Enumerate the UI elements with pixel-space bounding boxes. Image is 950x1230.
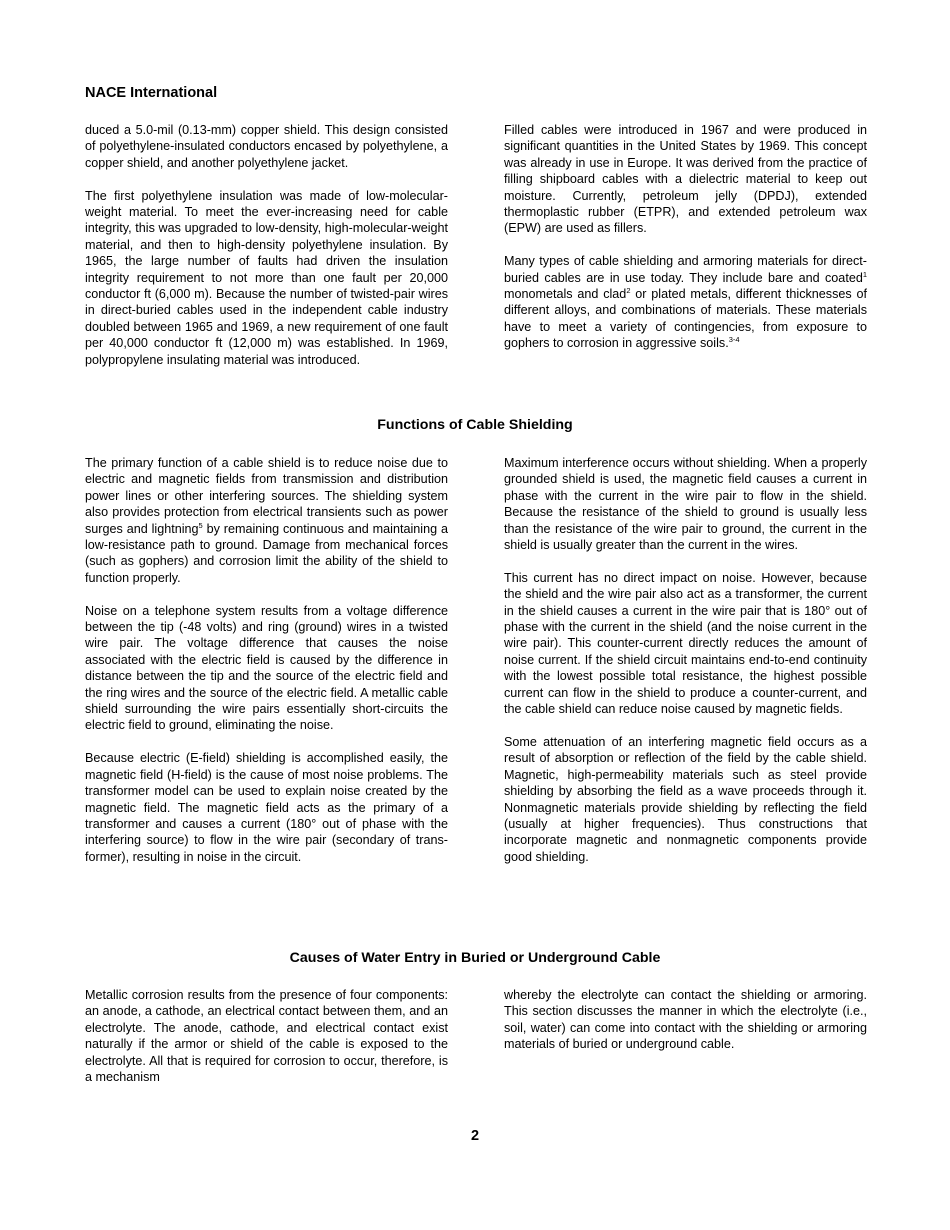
citation-ref: 3-4 (728, 335, 740, 345)
paragraph: whereby the electrolyte can contact the shielding or armoring. This section discusses the manner in which the electrolyte (i.e., soil, water) can come into contact with the shielding or armoring materials of buried or underground cable. (504, 988, 867, 1052)
paragraph: Noise on a telephone system results from a voltage difference between the tip (-48 volts) and ring (ground) wires in a twisted wire pair. The voltage difference that causes the noise associated with the electric field is caused by the difference in distance between the tip and the source of the electric field and the ring wires and the source of the electric field. A metallic cable shield surrounding the wire pairs essentially short-circuits the electric field to ground, eliminating the noise. (85, 603, 448, 733)
page-number: 2 (470, 1128, 480, 1144)
section2-left-column (85, 455, 448, 865)
text-run: The primary function of a cable shield is to reduce noise due to electric and magnetic fields from transmission and distribution power lines or other interfering sources. The shielding system also provides protection from electrical transients such as power surges and lightning (85, 456, 448, 536)
section1-right-column (504, 122, 867, 352)
text-run: by remaining continuous and maintaining a low-resistance path to ground. Damage from mechanical forces (such as gophers) and corrosion limit the ability of the shield to function properly. (85, 521, 448, 585)
section3-left-column (85, 987, 448, 1085)
text-run: or plated metals, different thicknesses of different alloys, and combinations of materials. These materials have to meet a variety of contingencies, from exposure to gophers to corrosion in aggressive soils. (504, 287, 867, 351)
section-heading-water-entry: Causes of Water Entry in Buried or Underground Cable (289, 950, 661, 966)
paragraph (504, 253, 867, 351)
text-run: monometals and clad (504, 287, 627, 302)
citation-ref: 5 (198, 520, 203, 530)
citation-ref: 2 (626, 286, 631, 296)
paragraph: Maximum interference occurs without shielding. When a properly grounded shield is used, the magnetic field causes a current in phase with the current in the wire pair to flow in the shield. Because the resistance of the shield to ground is usually less than the resistance of the wire pair to ground, the current in the shield is usually greater than the current in the wires. (504, 456, 867, 553)
paragraph: Some attenuation of an interfering magnetic field occurs as a result of absorption or reflection of the field by the cable shield. Magnetic, high-permeability materials such as steel provide shielding by absorbing the field as a wave proceeds through it. Nonmagnetic materials provide shielding by reflecting the field (usually at higher frequencies). Thus constructions that incorporate magnetic and nonmagnetic components provide good shielding. (504, 734, 867, 864)
paragraph: Filled cables were introduced in 1967 and were produced in significant quantities in the United States by 1969. This concept was already in use in Europe. It was derived from the practice of filling shipboard cables with a dielectric material to keep out moisture. Currently, petroleum jelly (DPDJ), extended thermoplastic rubber (ETPR), and extended petroleum wax (EPW) are used as fillers. (504, 123, 867, 236)
citation-ref: 1 (862, 269, 867, 279)
paragraph: duced a 5.0-mil (0.13-mm) copper shield. This design consisted of polyethylene-insulated conductors encased by polyethylene, a copper shield, and another polyethylene jacket. (85, 123, 448, 170)
section2-right-column (504, 455, 867, 865)
paragraph: This current has no direct impact on noise. However, because the shield and the wire pair also act as a transformer, the current in the shield causes a current in the wire pair that is 180° out of phase with the current in the shield (and the noise current in the wire pair). This counter-current directly reduces the amount of noise current. If the shield circuit maintains end-to-end continuity with the lowest possible total resistance, the highest possible current can flow in the shield to produce a counter-current, and the cable shield can reduce noise caused by magnetic fields. (504, 570, 867, 717)
text-run: Many types of cable shielding and armoring materials for direct-buried cables are in use today. They include bare and coated (504, 254, 867, 285)
paragraph: The first polyethylene insulation was made of low-molecular-weight material. To meet the ever-increasing need for cable integrity, this was upgraded to low-density, high-molecular-weight material, and then to high-density polyethylene insulation. By 1965, the large number of faults had driven the insulation integrity requirement to not more than one fault per 20,000 conductor ft (6,000 m). Because the number of twisted-pair wires in direct-buried cables used in the independent cable industry doubled between 1965 and 1969, a new requirement of one fault per 40,000 conductor ft (12,000 m) was established. In 1969, polypropylene insulating material was introduced. (85, 188, 448, 367)
paragraph: Metallic corrosion results from the presence of four components: an anode, a cathode, an electrical contact between them, and an electrolyte. The anode, cathode, and electrical contact exist naturally if the armor or shield of the cable is exposed to the electrolyte. All that is required for corrosion to occur, therefore, is a mechanism (85, 988, 448, 1085)
paragraph: Because electric (E-field) shielding is accomplished easily, the magnetic field (H-field) is the cause of most noise problems. The transformer model can be used to explain noise created by the magnetic field. The magnetic field acts as the primary of a transformer and causes a current (180° out of phase with the interfering source) to flow in the wire pair (secondary of transformer), resulting in noise in the circuit. (85, 751, 448, 864)
section-heading-cable-shielding: Functions of Cable Shielding (377, 417, 573, 433)
paragraph (85, 455, 448, 586)
section1-left-column (85, 122, 448, 368)
section3-right-column (504, 987, 867, 1053)
running-header: NACE International (85, 85, 218, 101)
